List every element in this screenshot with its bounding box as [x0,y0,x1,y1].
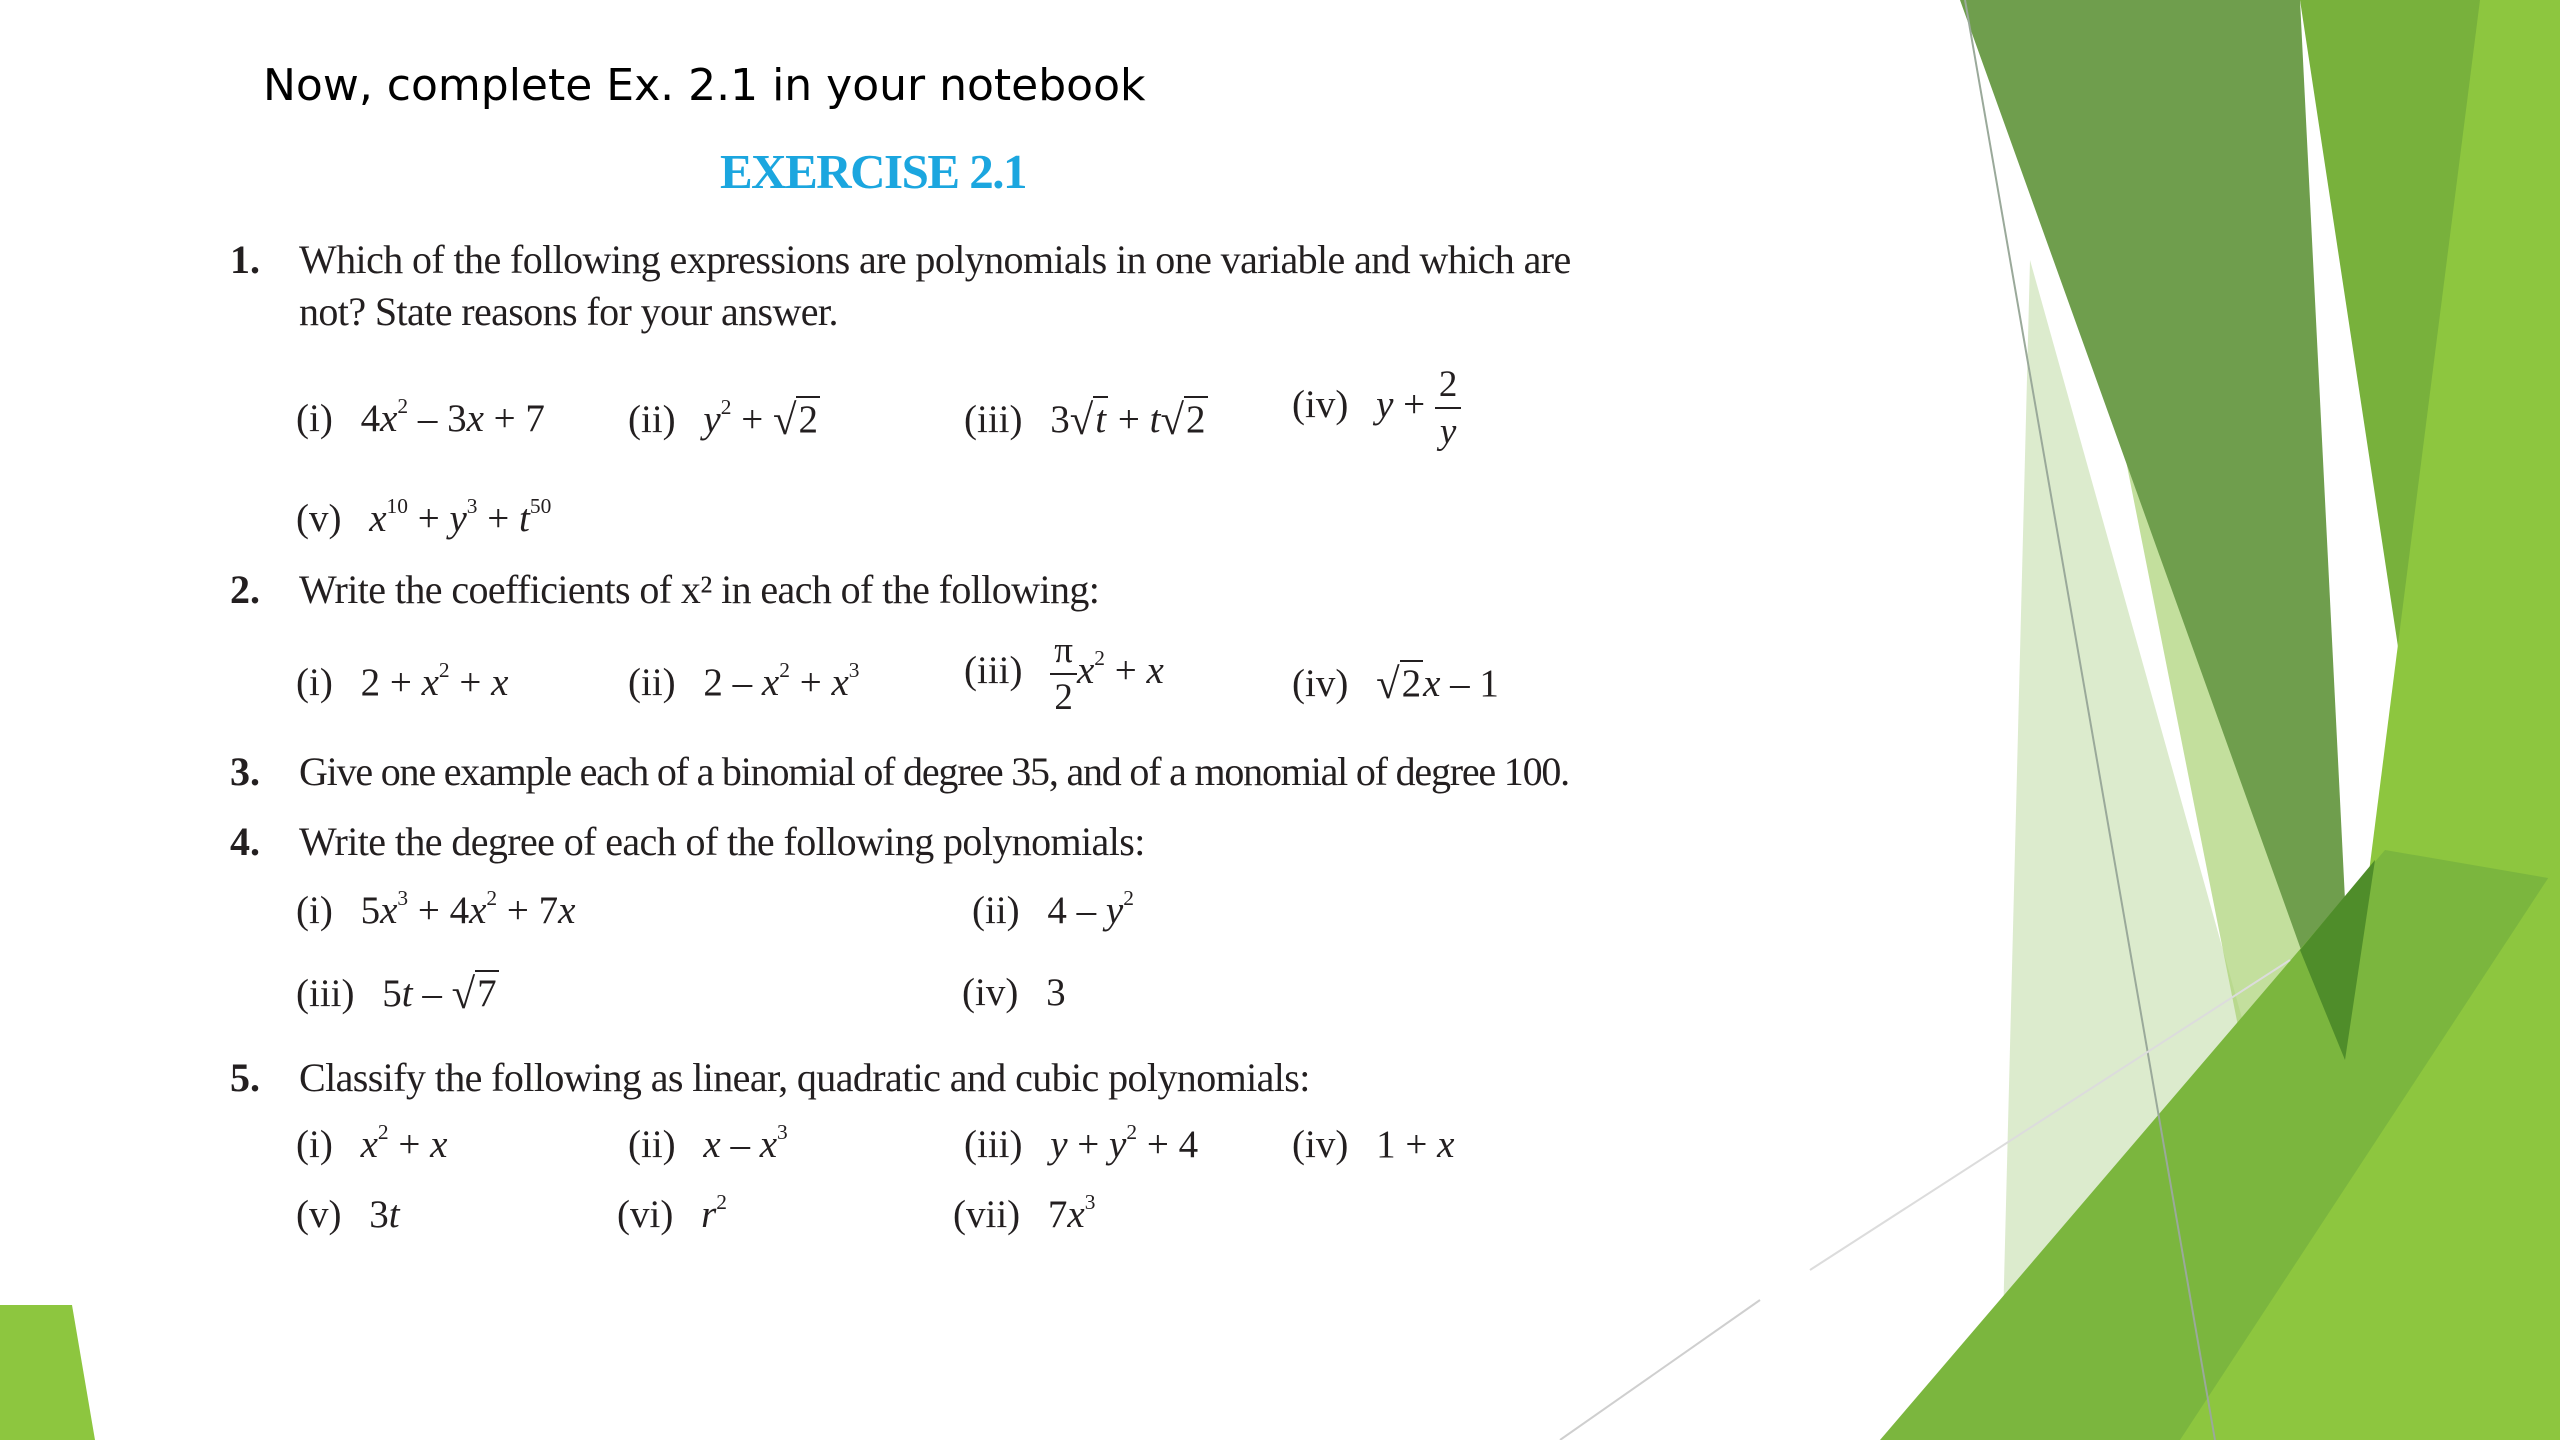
q5-part-i-expression: $x^2 + x$ [360,1119,448,1166]
question-3-text: Give one example each of a binomial of degree 35, and of a monomial of degree 100. [299,749,1569,794]
q5-part-iv [1292,1122,1454,1167]
q5-part-iv-label: (iv) [1292,1123,1349,1166]
q4-part-iii [296,970,499,1019]
q1-part-ii-label: (ii) [628,397,676,441]
q1-part-iii-expression: 3√t + t√2 [1050,397,1206,444]
q5-part-iii-label: (iii) [964,1123,1023,1166]
question-5-text: Classify the following as linear, quadratic and cubic polynomials: [299,1055,1310,1100]
q5-part-iv-expression: 1 + x [1376,1123,1455,1166]
q5-part-iii [964,1119,1199,1167]
q5-part-v-expression: 3t [369,1193,400,1236]
question-2-text: Write the coefficients of x² in each of the following: [299,567,1100,612]
q4-part-iv-label: (iv) [962,971,1019,1014]
q1-part-iv [1292,364,1461,453]
q5-part-ii [628,1119,788,1167]
question-5-number: 5. [230,1055,260,1100]
q1-part-i [296,393,545,441]
q5-part-v [296,1192,400,1237]
q5-part-vii-expression: $7x^3$ [1047,1189,1096,1236]
q5-part-vii-label: (vii) [953,1193,1021,1236]
decor-corner-bottom-left [0,1305,95,1440]
instruction-text: Now, complete Ex. 2.1 in your notebook [263,60,1146,111]
question-1-text-line1: Which of the following expressions are polynomials in one variable and which are [299,237,1571,282]
q5-part-ii-expression: x – $x^3$ [703,1119,788,1166]
q2-part-iv-expression: √2x – 1 [1376,661,1499,708]
q4-part-iii-expression: 5t – √7 [382,971,497,1018]
question-3-number: 3. [230,749,260,794]
question-1-text-line2: not? State reasons for your answer. [299,289,838,334]
question-4-text: Write the degree of each of the following polynomials: [299,819,1145,864]
decor-line-2 [1560,1300,1760,1440]
q2-part-iv-label: (iv) [1292,661,1349,705]
q1-part-v [296,493,552,541]
q4-part-ii-expression: $4 - y^2$ [1047,885,1134,932]
q1-part-ii [628,396,820,445]
q2-part-iv [1292,660,1499,709]
q1-part-v-label: (v) [296,497,342,540]
q5-part-i [296,1119,448,1167]
q4-part-i-label: (i) [296,889,333,932]
q4-part-ii [972,885,1134,933]
question-1-number: 1. [230,237,260,282]
q5-part-vii [953,1189,1096,1237]
q1-part-iv-label: (iv) [1292,383,1349,426]
q2-part-i-expression: $2 + x^2 + x$ [360,657,509,704]
q4-part-i-expression: $5x^3 + 4x^2 + 7x$ [360,885,576,932]
q1-part-ii-expression: $y^2 + √2$ [703,394,818,444]
q5-part-vi [617,1189,727,1237]
q1-part-i-expression: $4x^2 - 3x + 7$ [360,393,545,440]
question-4-number: 4. [230,819,260,864]
q2-part-i [296,657,509,705]
q2-part-iii-label: (iii) [964,649,1023,692]
q2-part-ii [628,657,860,705]
q1-part-v-expression: $x^{10} + y^3 + t^{50}$ [369,493,552,540]
q5-part-i-label: (i) [296,1123,333,1166]
q5-part-v-label: (v) [296,1193,342,1236]
q2-part-iii [964,630,1164,719]
q4-part-iv [962,970,1066,1015]
q5-part-vi-label: (vi) [617,1193,674,1236]
exercise-title: EXERCISE 2.1 [720,144,1027,199]
q5-part-iii-expression: $y + y^2 + 4$ [1050,1119,1199,1166]
q4-part-i [296,885,576,933]
q1-part-iii [964,396,1208,445]
q4-part-ii-label: (ii) [972,889,1020,932]
q4-part-iii-label: (iii) [296,971,355,1015]
q1-part-iv-expression: y + $\frac{2}{y}$ [1376,383,1461,426]
q2-part-iii-expression: $\frac{\pi}{2}$ $x^2 + x$ [1050,649,1164,692]
question-2-number: 2. [230,567,260,612]
q2-part-ii-label: (ii) [628,661,676,704]
q2-part-i-label: (i) [296,661,333,704]
q1-part-iii-label: (iii) [964,397,1023,441]
q1-part-i-label: (i) [296,397,333,440]
q2-part-ii-expression: $2 - x^2 + x^3$ [703,657,860,704]
q4-part-iv-expression: 3 [1046,971,1066,1014]
q5-part-vi-expression: $r^2$ [701,1189,727,1236]
q5-part-ii-label: (ii) [628,1123,676,1166]
